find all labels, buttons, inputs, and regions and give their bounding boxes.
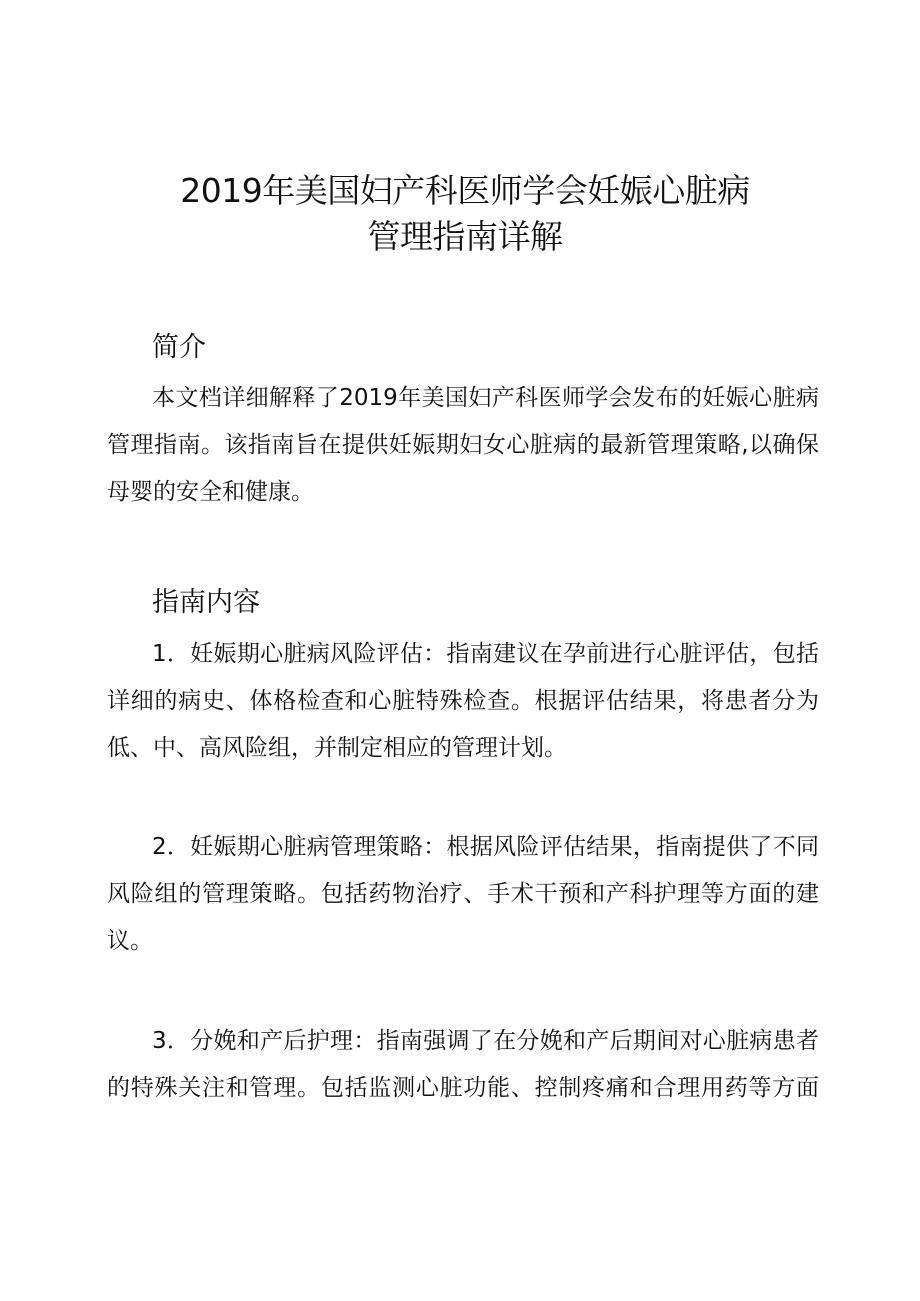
item-1-line: 低、中、高风险组，并制定相应的管理计划。 (107, 735, 567, 761)
intro-paragraph-line: 母婴的安全和健康。 (107, 479, 314, 505)
item-3-line: 3．分娩和产后护理：指南强调了在分娩和产后期间对心脏病患者 (152, 1028, 819, 1054)
section-heading-intro: 简介 (152, 332, 206, 363)
item-1-line: 1．妊娠期心脏病风险评估：指南建议在孕前进行心脏评估，包括 (152, 641, 819, 667)
intro-paragraph-line: 本文档详细解释了2019年美国妇产科医师学会发布的妊娠心脏病 (152, 385, 819, 411)
intro-paragraph-line: 管理指南。该指南旨在提供妊娠期妇女心脏病的最新管理策略,以确保 (107, 432, 819, 458)
item-1-line: 详细的病史、体格检查和心脏特殊检查。根据评估结果，将患者分为 (107, 688, 819, 714)
item-2-line: 2．妊娠期心脏病管理策略：根据风险评估结果，指南提供了不同 (152, 834, 819, 860)
item-3-line: 的特殊关注和管理。包括监测心脏功能、控制疼痛和合理用药等方面 (107, 1075, 819, 1101)
section-heading-guideline-content: 指南内容 (152, 587, 260, 618)
item-2-line: 风险组的管理策略。包括药物治疗、手术干预和产科护理等方面的建 (107, 881, 819, 907)
item-2-line: 议。 (107, 928, 153, 954)
document-title-line-2: 管理指南详解 (367, 217, 563, 256)
document-title-line-1: 2019年美国妇产科医师学会妊娠心脏病 (180, 171, 750, 210)
